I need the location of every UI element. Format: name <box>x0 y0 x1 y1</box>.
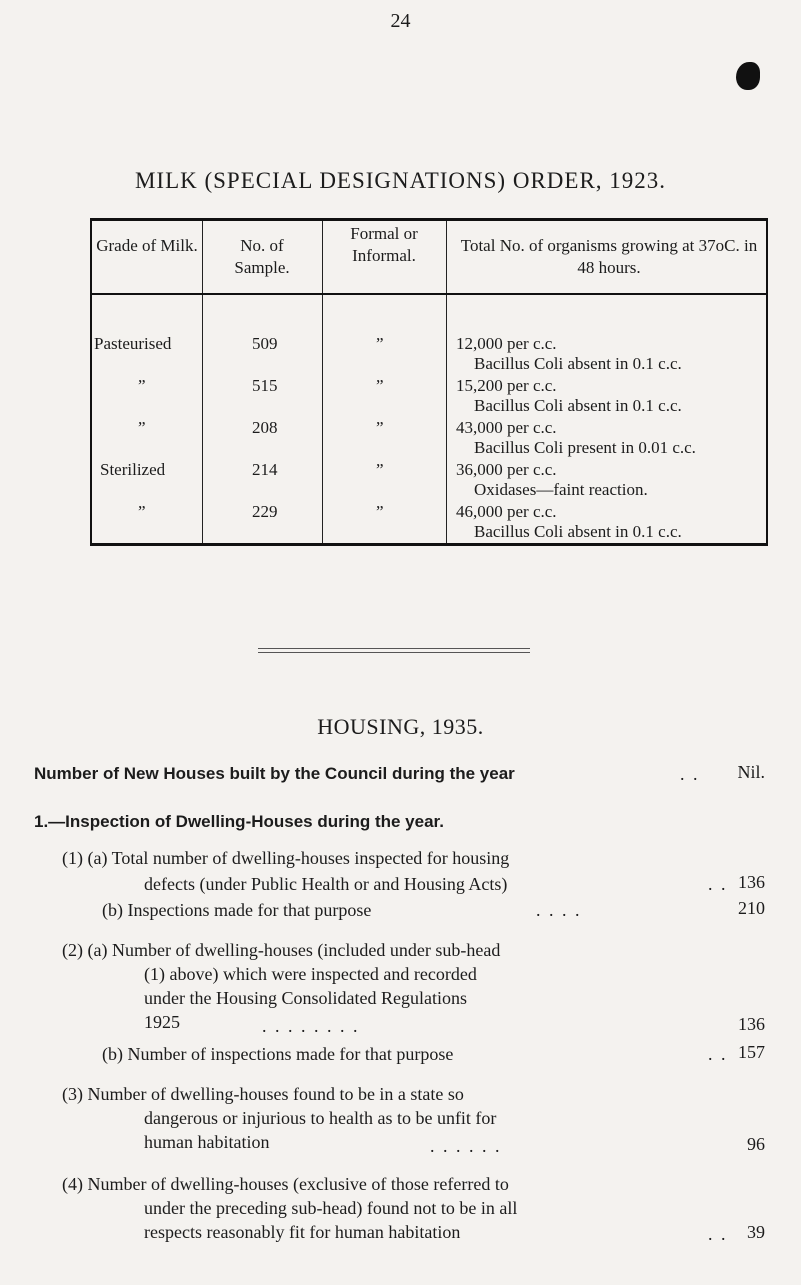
item-value: 210 <box>738 898 765 918</box>
row-formal: ” <box>376 460 384 479</box>
item-text: respects reasonably fit for human habitation <box>144 1222 461 1242</box>
row-sample: 208 <box>252 418 278 437</box>
header-organisms: Total No. of organisms growing at 37oC. in 48 hours. <box>460 236 758 277</box>
row-grade: ” <box>138 418 146 437</box>
item-text: (2) (a) Number of dwelling-houses (included under sub-head <box>62 940 501 960</box>
row-formal: ” <box>376 334 384 353</box>
leader-dots: . . <box>708 1044 728 1064</box>
row-note: Bacillus Coli absent in 0.1 c.c. <box>474 522 682 541</box>
item-value: 136 <box>738 1014 765 1034</box>
leader-dots: . . . . . . . . <box>262 1016 360 1036</box>
header-separator <box>92 293 766 295</box>
row-result: 12,000 per c.c. <box>456 334 557 353</box>
row-result: 15,200 per c.c. <box>456 376 557 395</box>
milk-table <box>90 218 768 546</box>
item-text: under the Housing Consolidated Regulations <box>144 988 467 1008</box>
item-value: 157 <box>738 1042 765 1062</box>
item-text: (b) Inspections made for that purpose <box>102 900 372 920</box>
row-grade: ” <box>138 376 146 395</box>
row-note: Bacillus Coli absent in 0.1 c.c. <box>474 354 682 373</box>
row-grade: Pasteurised <box>94 334 172 353</box>
column-divider <box>446 221 447 543</box>
header-sample: No. of Sample. <box>234 236 290 277</box>
row-note: Bacillus Coli absent in 0.1 c.c. <box>474 396 682 415</box>
row-note: Oxidases—faint reaction. <box>474 480 648 499</box>
new-houses-value: Nil. <box>737 762 765 782</box>
leader-dots: . . . . . . <box>430 1136 502 1156</box>
item-text: dangerous or injurious to health as to be unfit for <box>144 1108 497 1128</box>
housing-title: HOUSING, 1935. <box>317 714 484 739</box>
row-formal: ” <box>376 376 384 395</box>
item-text: defects (under Public Health or and Housing Acts) <box>144 874 508 894</box>
item-text: (1) above) which were inspected and recorded <box>144 964 477 984</box>
item-value: 96 <box>747 1134 765 1154</box>
item-text: (1) (a) Total number of dwelling-houses inspected for housing <box>62 848 510 868</box>
row-sample: 509 <box>252 334 278 353</box>
row-result: 43,000 per c.c. <box>456 418 557 437</box>
item-text: (4) Number of dwelling-houses (exclusive of those referred to <box>62 1174 509 1194</box>
header-grade: Grade of Milk. <box>96 236 198 255</box>
item-value: 39 <box>747 1222 765 1242</box>
leader-dots: . . . . <box>536 900 582 920</box>
column-divider <box>202 221 203 543</box>
row-formal: ” <box>376 502 384 521</box>
item-text: (3) Number of dwelling-houses found to be in a state so <box>62 1084 464 1104</box>
header-formal: Formal or Informal. <box>350 224 418 265</box>
leader-dots: . . <box>680 764 700 784</box>
item-text: human habitation <box>144 1132 270 1152</box>
inspection-heading: 1.—Inspection of Dwelling-Houses during the year. <box>34 812 444 831</box>
row-formal: ” <box>376 418 384 437</box>
row-sample: 229 <box>252 502 278 521</box>
row-sample: 515 <box>252 376 278 395</box>
row-grade: ” <box>138 502 146 521</box>
row-grade: Sterilized <box>100 460 166 479</box>
item-text: under the preceding sub-head) found not to be in all <box>144 1198 518 1218</box>
item-value: 136 <box>738 872 765 892</box>
section-divider <box>258 652 530 653</box>
leader-dots: . . <box>708 1224 728 1244</box>
new-houses-label: Number of New Houses built by the Council during the year <box>34 764 515 783</box>
row-note: Bacillus Coli present in 0.01 c.c. <box>474 438 696 457</box>
row-result: 36,000 per c.c. <box>456 460 557 479</box>
row-result: 46,000 per c.c. <box>456 502 557 521</box>
page-number: 24 <box>390 10 411 32</box>
leader-dots: . . <box>708 874 728 894</box>
milk-order-title: MILK (SPECIAL DESIGNATIONS) ORDER, 1923. <box>134 168 667 193</box>
item-text: 1925 <box>144 1012 180 1032</box>
section-divider <box>258 648 530 649</box>
ink-blot <box>736 62 760 90</box>
item-text: (b) Number of inspections made for that purpose <box>102 1044 454 1064</box>
column-divider <box>322 221 323 543</box>
row-sample: 214 <box>252 460 278 479</box>
